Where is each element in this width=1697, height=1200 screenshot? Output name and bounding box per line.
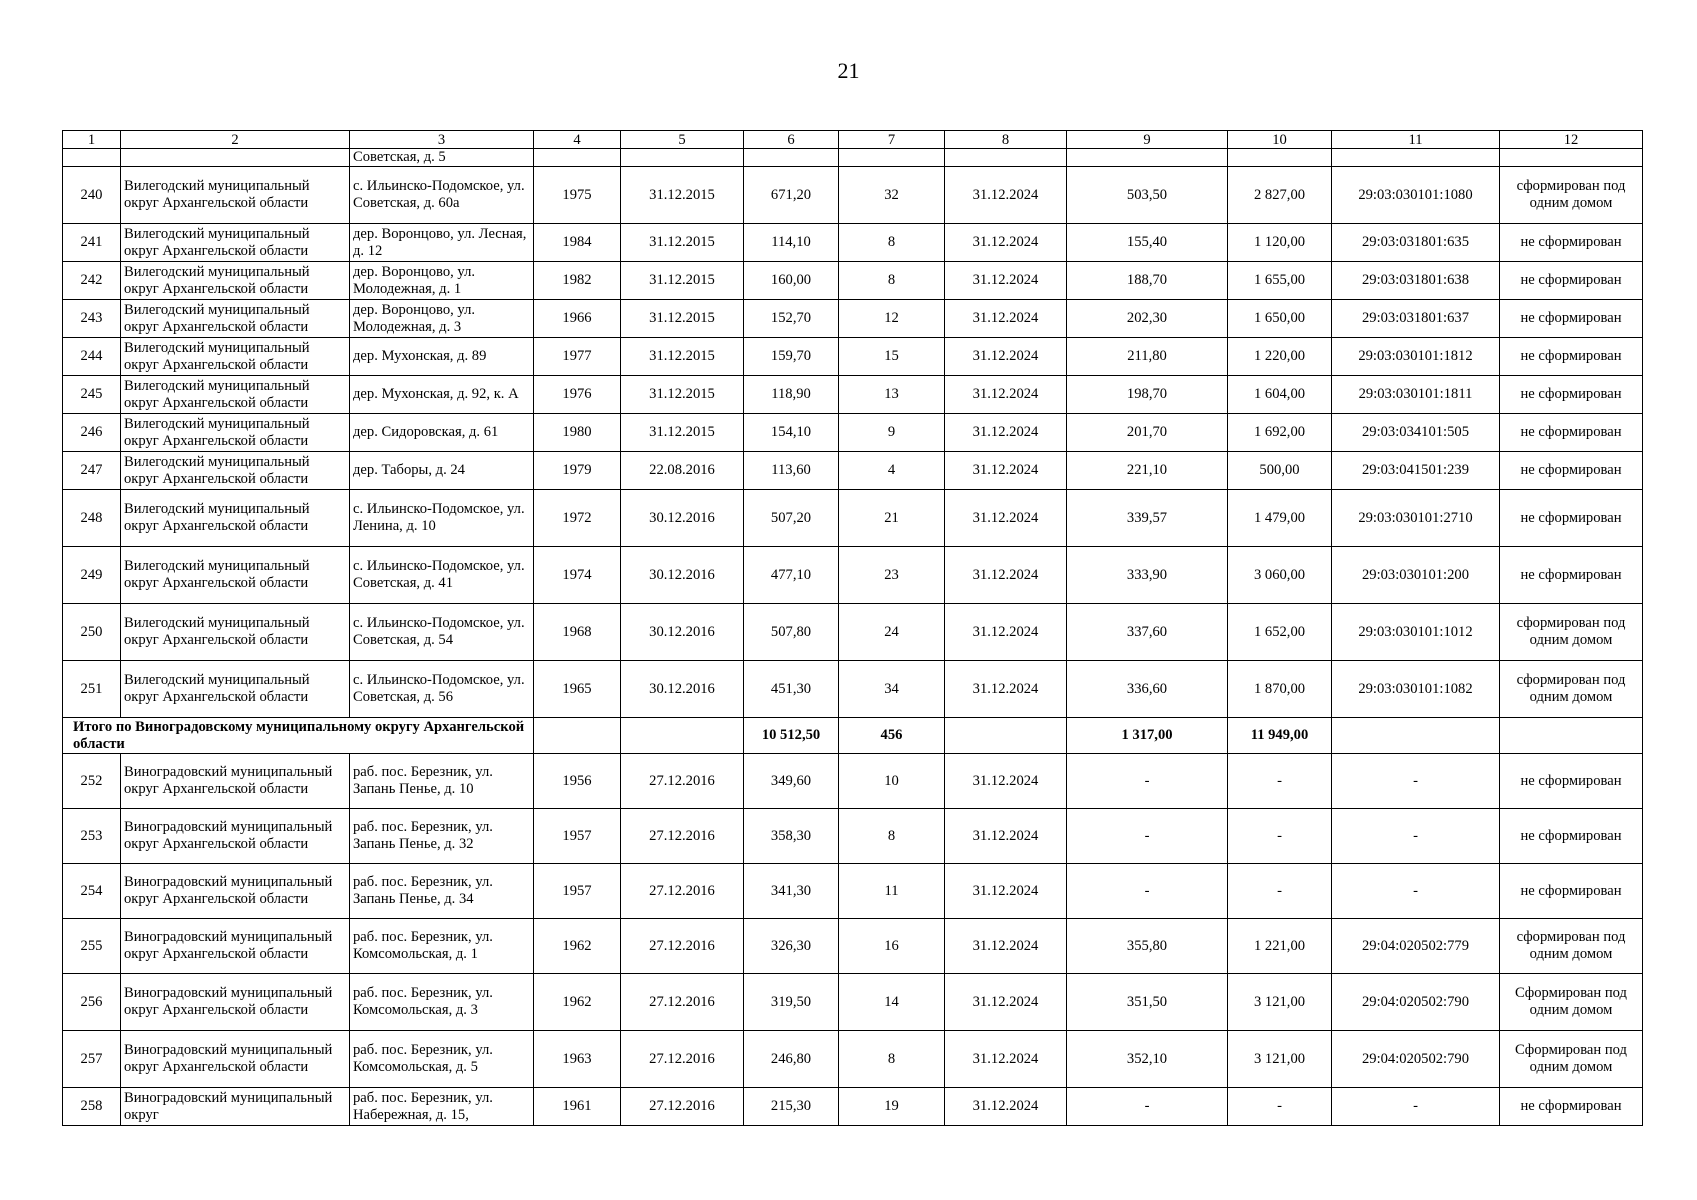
cell-recognition-date: 27.12.2016 — [621, 1031, 744, 1088]
cell-row-number: 243 — [63, 300, 121, 338]
cell-resettlement-date: 31.12.2024 — [945, 452, 1067, 490]
table-row — [63, 300, 1643, 338]
cell-land-status: не сформирован — [1500, 452, 1643, 490]
cell-year-built: 1961 — [534, 1088, 621, 1126]
cell-residents: 34 — [839, 661, 945, 718]
cell-land-status: не сформирован — [1500, 864, 1643, 919]
cell-area: 507,20 — [744, 490, 839, 547]
table-row — [63, 864, 1643, 919]
table-body — [63, 149, 1643, 1126]
cell-residents: 21 — [839, 490, 945, 547]
table-row — [63, 809, 1643, 864]
cell-address: с. Ильинско-Подомское, ул. Ленина, д. 10 — [350, 490, 534, 547]
cell-residents: 9 — [839, 414, 945, 452]
cell-resettlement-date — [945, 149, 1067, 167]
cell-municipality: Вилегодский муниципальный округ Архангельской области — [121, 167, 350, 224]
column-number-header — [63, 131, 1643, 149]
cell-recognition-date: 30.12.2016 — [621, 604, 744, 661]
cell-residents: 11 — [839, 864, 945, 919]
cell-cadastral-value: - — [1228, 754, 1332, 809]
cell-land-area: - — [1067, 754, 1228, 809]
cell-land-status: сформирован под одним домом — [1500, 919, 1643, 974]
cell-land-area: 339,57 — [1067, 490, 1228, 547]
cell-land-status: не сформирован — [1500, 262, 1643, 300]
cell-area: 154,10 — [744, 414, 839, 452]
cell-row-number: 248 — [63, 490, 121, 547]
cell-cadastral-value: - — [1228, 864, 1332, 919]
cell-address: дер. Воронцово, ул. Молодежная, д. 3 — [350, 300, 534, 338]
cell-municipality: Вилегодский муниципальный округ Архангельской области — [121, 262, 350, 300]
cell-address: раб. пос. Березник, ул. Запань Пенье, д. 10 — [350, 754, 534, 809]
total-label: Итого по Виноградовскому муниципальному округу Архангельской области — [63, 718, 534, 754]
cell-municipality: Виноградовский муниципальный округ Архангельской области — [121, 864, 350, 919]
cell-cadastral-value: 500,00 — [1228, 452, 1332, 490]
cell-land-status: не сформирован — [1500, 224, 1643, 262]
cell-municipality: Вилегодский муниципальный округ Архангельской области — [121, 490, 350, 547]
cell-land-area: 155,40 — [1067, 224, 1228, 262]
cell-year-built: 1963 — [534, 1031, 621, 1088]
cell-land-status: сформирован под одним домом — [1500, 661, 1643, 718]
table-row — [63, 338, 1643, 376]
cell-land-area: 198,70 — [1067, 376, 1228, 414]
cell-row-number: 245 — [63, 376, 121, 414]
cell-cadastral-number: 29:03:030101:1811 — [1332, 376, 1500, 414]
cell-land-area: 336,60 — [1067, 661, 1228, 718]
cell-address: раб. пос. Березник, ул. Набережная, д. 15, — [350, 1088, 534, 1126]
cell-year-built: 1966 — [534, 300, 621, 338]
cell-cadastral-number: - — [1332, 864, 1500, 919]
table-row — [63, 919, 1643, 974]
cell-residents: 10 — [839, 754, 945, 809]
cell-area: 113,60 — [744, 452, 839, 490]
cell-resettlement-date: 31.12.2024 — [945, 376, 1067, 414]
cell-recognition-date: 27.12.2016 — [621, 809, 744, 864]
cell-land-area — [1067, 149, 1228, 167]
cell-address: с. Ильинско-Подомское, ул. Советская, д. 41 — [350, 547, 534, 604]
cell-land-area: - — [1067, 809, 1228, 864]
total-c4 — [534, 718, 621, 754]
cell-recognition-date: 27.12.2016 — [621, 1088, 744, 1126]
cell-area: 507,80 — [744, 604, 839, 661]
cell-land-area: 221,10 — [1067, 452, 1228, 490]
cell-cadastral-number: 29:03:034101:505 — [1332, 414, 1500, 452]
cell-municipality: Вилегодский муниципальный округ Архангельской области — [121, 661, 350, 718]
cell-recognition-date: 31.12.2015 — [621, 376, 744, 414]
cell-cadastral-number: 29:03:031801:637 — [1332, 300, 1500, 338]
cell-resettlement-date: 31.12.2024 — [945, 604, 1067, 661]
cell-land-area: - — [1067, 864, 1228, 919]
cell-resettlement-date: 31.12.2024 — [945, 1031, 1067, 1088]
cell-resettlement-date: 31.12.2024 — [945, 338, 1067, 376]
table-row — [63, 1031, 1643, 1088]
cell-address: Советская, д. 5 — [350, 149, 534, 167]
table-row — [63, 661, 1643, 718]
cell-cadastral-number: 29:03:030101:1082 — [1332, 661, 1500, 718]
cell-residents: 8 — [839, 262, 945, 300]
cell-municipality — [121, 149, 350, 167]
cell-year-built: 1976 — [534, 376, 621, 414]
cell-cadastral-value: 1 220,00 — [1228, 338, 1332, 376]
cell-residents: 8 — [839, 1031, 945, 1088]
cell-municipality: Виноградовский муниципальный округ Архангельской области — [121, 754, 350, 809]
table-row — [63, 376, 1643, 414]
cell-area: 152,70 — [744, 300, 839, 338]
cell-residents: 32 — [839, 167, 945, 224]
cell-row-number: 246 — [63, 414, 121, 452]
cell-resettlement-date: 31.12.2024 — [945, 661, 1067, 718]
total-c9: 1 317,00 — [1067, 718, 1228, 754]
cell-municipality: Виноградовский муниципальный округ Архангельской области — [121, 1031, 350, 1088]
cell-address: раб. пос. Березник, ул. Комсомольская, д. 5 — [350, 1031, 534, 1088]
cell-cadastral-value: 1 221,00 — [1228, 919, 1332, 974]
cell-land-area: 351,50 — [1067, 974, 1228, 1031]
cell-year-built: 1977 — [534, 338, 621, 376]
cell-recognition-date: 31.12.2015 — [621, 338, 744, 376]
cell-row-number: 254 — [63, 864, 121, 919]
cell-cadastral-number: 29:04:020502:790 — [1332, 1031, 1500, 1088]
cell-residents: 14 — [839, 974, 945, 1031]
cell-year-built: 1982 — [534, 262, 621, 300]
cell-address: раб. пос. Березник, ул. Комсомольская, д. 3 — [350, 974, 534, 1031]
cell-year-built: 1974 — [534, 547, 621, 604]
total-c12 — [1500, 718, 1643, 754]
column-number-5: 5 — [621, 131, 744, 149]
page-number: 21 — [837, 58, 860, 83]
cell-cadastral-number: 29:03:030101:1080 — [1332, 167, 1500, 224]
cell-recognition-date: 31.12.2015 — [621, 300, 744, 338]
header-row — [63, 131, 1643, 149]
cell-residents — [839, 149, 945, 167]
cell-residents: 13 — [839, 376, 945, 414]
cell-address: раб. пос. Березник, ул. Комсомольская, д. 1 — [350, 919, 534, 974]
cell-area: 160,00 — [744, 262, 839, 300]
cell-land-area: 355,80 — [1067, 919, 1228, 974]
cell-residents: 19 — [839, 1088, 945, 1126]
total-c11 — [1332, 718, 1500, 754]
cell-resettlement-date: 31.12.2024 — [945, 974, 1067, 1031]
cell-year-built: 1972 — [534, 490, 621, 547]
cell-land-status: сформирован под одним домом — [1500, 167, 1643, 224]
cell-address: дер. Таборы, д. 24 — [350, 452, 534, 490]
cell-area: 159,70 — [744, 338, 839, 376]
cell-area: 341,30 — [744, 864, 839, 919]
cell-row-number: 250 — [63, 604, 121, 661]
table-row — [63, 167, 1643, 224]
column-number-11: 11 — [1332, 131, 1500, 149]
cell-year-built: 1968 — [534, 604, 621, 661]
cell-cadastral-number: 29:03:030101:2710 — [1332, 490, 1500, 547]
cell-row-number: 240 — [63, 167, 121, 224]
cell-cadastral-number: - — [1332, 1088, 1500, 1126]
cell-cadastral-number: - — [1332, 809, 1500, 864]
cell-cadastral-value: 1 655,00 — [1228, 262, 1332, 300]
cell-row-number: 258 — [63, 1088, 121, 1126]
table-row — [63, 1088, 1643, 1126]
cell-address: с. Ильинско-Подомское, ул. Советская, д. 54 — [350, 604, 534, 661]
total-c7: 456 — [839, 718, 945, 754]
cell-land-status: не сформирован — [1500, 809, 1643, 864]
cell-land-status: не сформирован — [1500, 490, 1643, 547]
cell-resettlement-date: 31.12.2024 — [945, 1088, 1067, 1126]
table-row-continuation — [63, 149, 1643, 167]
cell-municipality: Вилегодский муниципальный округ Архангельской области — [121, 547, 350, 604]
cell-row-number: 242 — [63, 262, 121, 300]
cell-address: раб. пос. Березник, ул. Запань Пенье, д. 32 — [350, 809, 534, 864]
cell-cadastral-number: 29:03:030101:1012 — [1332, 604, 1500, 661]
column-number-4: 4 — [534, 131, 621, 149]
cell-area — [744, 149, 839, 167]
cell-year-built: 1975 — [534, 167, 621, 224]
cell-land-status: сформирован под одним домом — [1500, 604, 1643, 661]
cell-address: дер. Мухонская, д. 89 — [350, 338, 534, 376]
cell-row-number: 251 — [63, 661, 121, 718]
total-c8 — [945, 718, 1067, 754]
cell-recognition-date: 31.12.2015 — [621, 414, 744, 452]
cell-residents: 24 — [839, 604, 945, 661]
cell-area: 326,30 — [744, 919, 839, 974]
cell-row-number: 256 — [63, 974, 121, 1031]
total-c10: 11 949,00 — [1228, 718, 1332, 754]
cell-row-number: 244 — [63, 338, 121, 376]
cell-municipality: Вилегодский муниципальный округ Архангельской области — [121, 376, 350, 414]
cell-row-number: 241 — [63, 224, 121, 262]
table-row — [63, 490, 1643, 547]
cell-land-area: 503,50 — [1067, 167, 1228, 224]
cell-land-status — [1500, 149, 1643, 167]
housing-table — [62, 130, 1643, 1126]
cell-recognition-date: 27.12.2016 — [621, 754, 744, 809]
cell-address: дер. Мухонская, д. 92, к. А — [350, 376, 534, 414]
column-number-9: 9 — [1067, 131, 1228, 149]
cell-residents: 23 — [839, 547, 945, 604]
column-number-2: 2 — [121, 131, 350, 149]
column-number-3: 3 — [350, 131, 534, 149]
cell-year-built: 1962 — [534, 974, 621, 1031]
cell-residents: 8 — [839, 809, 945, 864]
cell-land-area: 211,80 — [1067, 338, 1228, 376]
cell-row-number — [63, 149, 121, 167]
cell-land-area: 333,90 — [1067, 547, 1228, 604]
cell-year-built: 1962 — [534, 919, 621, 974]
cell-year-built: 1956 — [534, 754, 621, 809]
cell-address: дер. Воронцово, ул. Лесная, д. 12 — [350, 224, 534, 262]
cell-cadastral-number: 29:03:031801:638 — [1332, 262, 1500, 300]
cell-resettlement-date: 31.12.2024 — [945, 919, 1067, 974]
cell-resettlement-date: 31.12.2024 — [945, 864, 1067, 919]
column-number-10: 10 — [1228, 131, 1332, 149]
cell-cadastral-value: 3 121,00 — [1228, 974, 1332, 1031]
table-row — [63, 262, 1643, 300]
table-row — [63, 452, 1643, 490]
cell-residents: 4 — [839, 452, 945, 490]
cell-address: с. Ильинско-Подомское, ул. Советская, д. 56 — [350, 661, 534, 718]
cell-land-status: не сформирован — [1500, 376, 1643, 414]
cell-resettlement-date: 31.12.2024 — [945, 167, 1067, 224]
cell-recognition-date: 30.12.2016 — [621, 547, 744, 604]
cell-municipality: Вилегодский муниципальный округ Архангельской области — [121, 452, 350, 490]
cell-land-area: - — [1067, 1088, 1228, 1126]
cell-municipality: Вилегодский муниципальный округ Архангельской области — [121, 414, 350, 452]
cell-municipality: Виноградовский муниципальный округ Архангельской области — [121, 974, 350, 1031]
cell-cadastral-value: 3 060,00 — [1228, 547, 1332, 604]
column-number-6: 6 — [744, 131, 839, 149]
table-row — [63, 974, 1643, 1031]
cell-resettlement-date: 31.12.2024 — [945, 224, 1067, 262]
table-row — [63, 604, 1643, 661]
cell-municipality: Виноградовский муниципальный округ — [121, 1088, 350, 1126]
cell-land-status: не сформирован — [1500, 754, 1643, 809]
total-c5 — [621, 718, 744, 754]
cell-row-number: 249 — [63, 547, 121, 604]
cell-year-built — [534, 149, 621, 167]
cell-cadastral-value: 3 121,00 — [1228, 1031, 1332, 1088]
cell-recognition-date: 31.12.2015 — [621, 262, 744, 300]
cell-municipality: Вилегодский муниципальный округ Архангельской области — [121, 300, 350, 338]
cell-recognition-date — [621, 149, 744, 167]
cell-cadastral-number: 29:04:020502:790 — [1332, 974, 1500, 1031]
cell-cadastral-number: 29:03:031801:635 — [1332, 224, 1500, 262]
cell-area: 358,30 — [744, 809, 839, 864]
cell-area: 477,10 — [744, 547, 839, 604]
cell-area: 118,90 — [744, 376, 839, 414]
cell-resettlement-date: 31.12.2024 — [945, 809, 1067, 864]
cell-municipality: Виноградовский муниципальный округ Архангельской области — [121, 809, 350, 864]
cell-area: 114,10 — [744, 224, 839, 262]
cell-address: с. Ильинско-Подомское, ул. Советская, д. 60а — [350, 167, 534, 224]
cell-area: 349,60 — [744, 754, 839, 809]
cell-land-status: не сформирован — [1500, 547, 1643, 604]
cell-area: 319,50 — [744, 974, 839, 1031]
cell-row-number: 255 — [63, 919, 121, 974]
cell-year-built: 1965 — [534, 661, 621, 718]
cell-resettlement-date: 31.12.2024 — [945, 754, 1067, 809]
cell-recognition-date: 27.12.2016 — [621, 864, 744, 919]
cell-land-status: Сформирован под одним домом — [1500, 1031, 1643, 1088]
cell-year-built: 1980 — [534, 414, 621, 452]
cell-year-built: 1957 — [534, 864, 621, 919]
cell-land-area: 337,60 — [1067, 604, 1228, 661]
cell-resettlement-date: 31.12.2024 — [945, 262, 1067, 300]
table-row — [63, 547, 1643, 604]
cell-row-number: 252 — [63, 754, 121, 809]
cell-area: 215,30 — [744, 1088, 839, 1126]
table-row — [63, 414, 1643, 452]
cell-cadastral-value: 2 827,00 — [1228, 167, 1332, 224]
cell-resettlement-date: 31.12.2024 — [945, 300, 1067, 338]
cell-cadastral-value: - — [1228, 809, 1332, 864]
cell-cadastral-value — [1228, 149, 1332, 167]
cell-resettlement-date: 31.12.2024 — [945, 414, 1067, 452]
cell-cadastral-number: 29:03:030101:1812 — [1332, 338, 1500, 376]
cell-residents: 15 — [839, 338, 945, 376]
cell-land-area: 202,30 — [1067, 300, 1228, 338]
cell-year-built: 1984 — [534, 224, 621, 262]
cell-area: 246,80 — [744, 1031, 839, 1088]
cell-address: дер. Сидоровская, д. 61 — [350, 414, 534, 452]
cell-cadastral-number: 29:04:020502:779 — [1332, 919, 1500, 974]
cell-residents: 12 — [839, 300, 945, 338]
column-number-12: 12 — [1500, 131, 1643, 149]
cell-cadastral-value: 1 479,00 — [1228, 490, 1332, 547]
cell-recognition-date: 27.12.2016 — [621, 919, 744, 974]
cell-resettlement-date: 31.12.2024 — [945, 490, 1067, 547]
cell-cadastral-value: - — [1228, 1088, 1332, 1126]
cell-cadastral-number — [1332, 149, 1500, 167]
cell-recognition-date: 27.12.2016 — [621, 974, 744, 1031]
cell-land-status: не сформирован — [1500, 300, 1643, 338]
cell-municipality: Вилегодский муниципальный округ Архангельской области — [121, 224, 350, 262]
cell-recognition-date: 31.12.2015 — [621, 224, 744, 262]
cell-land-area: 352,10 — [1067, 1031, 1228, 1088]
cell-residents: 16 — [839, 919, 945, 974]
cell-cadastral-number: 29:03:041501:239 — [1332, 452, 1500, 490]
column-number-7: 7 — [839, 131, 945, 149]
cell-cadastral-number: - — [1332, 754, 1500, 809]
cell-area: 451,30 — [744, 661, 839, 718]
cell-recognition-date: 22.08.2016 — [621, 452, 744, 490]
table-row-total — [63, 718, 1643, 754]
table-row — [63, 224, 1643, 262]
cell-cadastral-value: 1 870,00 — [1228, 661, 1332, 718]
cell-municipality: Вилегодский муниципальный округ Архангельской области — [121, 338, 350, 376]
cell-municipality: Виноградовский муниципальный округ Архангельской области — [121, 919, 350, 974]
cell-year-built: 1979 — [534, 452, 621, 490]
table-row — [63, 754, 1643, 809]
column-number-8: 8 — [945, 131, 1067, 149]
column-number-1: 1 — [63, 131, 121, 149]
cell-row-number: 253 — [63, 809, 121, 864]
cell-cadastral-value: 1 604,00 — [1228, 376, 1332, 414]
cell-row-number: 247 — [63, 452, 121, 490]
cell-address: раб. пос. Березник, ул. Запань Пенье, д. 34 — [350, 864, 534, 919]
cell-land-status: Сформирован под одним домом — [1500, 974, 1643, 1031]
cell-residents: 8 — [839, 224, 945, 262]
cell-cadastral-value: 1 120,00 — [1228, 224, 1332, 262]
total-c6: 10 512,50 — [744, 718, 839, 754]
cell-land-status: не сформирован — [1500, 338, 1643, 376]
cell-cadastral-value: 1 652,00 — [1228, 604, 1332, 661]
cell-row-number: 257 — [63, 1031, 121, 1088]
cell-area: 671,20 — [744, 167, 839, 224]
cell-resettlement-date: 31.12.2024 — [945, 547, 1067, 604]
cell-land-area: 188,70 — [1067, 262, 1228, 300]
cell-year-built: 1957 — [534, 809, 621, 864]
cell-land-status: не сформирован — [1500, 1088, 1643, 1126]
cell-land-status: не сформирован — [1500, 414, 1643, 452]
cell-recognition-date: 30.12.2016 — [621, 661, 744, 718]
cell-municipality: Вилегодский муниципальный округ Архангельской области — [121, 604, 350, 661]
cell-cadastral-value: 1 650,00 — [1228, 300, 1332, 338]
cell-cadastral-value: 1 692,00 — [1228, 414, 1332, 452]
cell-cadastral-number: 29:03:030101:200 — [1332, 547, 1500, 604]
cell-recognition-date: 30.12.2016 — [621, 490, 744, 547]
cell-recognition-date: 31.12.2015 — [621, 167, 744, 224]
cell-land-area: 201,70 — [1067, 414, 1228, 452]
cell-address: дер. Воронцово, ул. Молодежная, д. 1 — [350, 262, 534, 300]
